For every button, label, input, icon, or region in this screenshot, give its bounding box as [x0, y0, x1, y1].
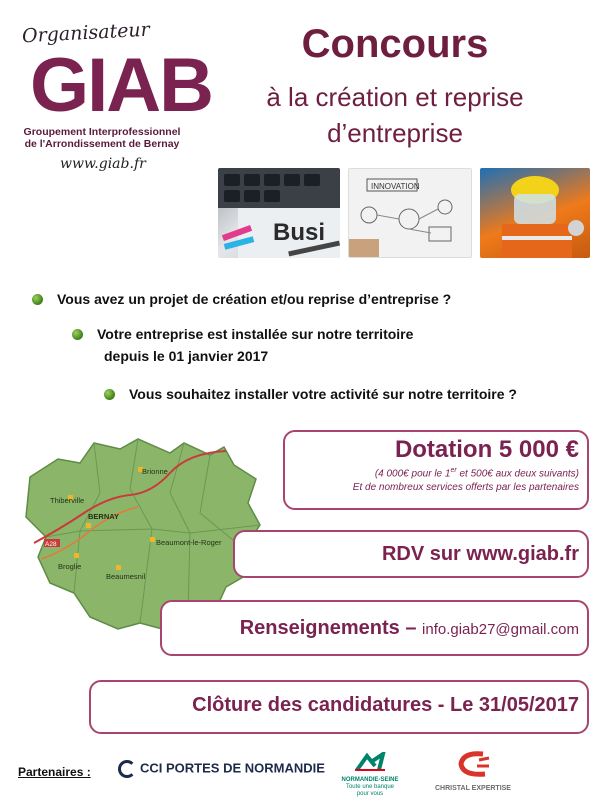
christal-expertise-logo — [428, 750, 518, 800]
page-title: Concours — [301, 22, 489, 66]
dotation-title: Dotation 5 000 € — [394, 436, 579, 463]
bullet-icon — [72, 329, 83, 340]
bullet-project-text: Vous avez un projet de création et/ou reprise d’entreprise ? — [57, 291, 452, 307]
business-photo — [218, 168, 340, 258]
cci-name: CCI PORTES DE NORMANDIE — [140, 760, 325, 776]
worker-photo — [480, 168, 590, 258]
welder-image — [480, 168, 590, 258]
cci-logo — [118, 760, 325, 778]
map-label-broglie: Broglie — [58, 562, 82, 571]
christal-icon — [453, 750, 493, 778]
cci-icon — [118, 760, 136, 778]
keyboard-image — [218, 168, 340, 258]
bullet-icon — [32, 294, 43, 305]
bullet-install — [104, 384, 517, 404]
partners-label: Partenaires : — [18, 765, 91, 779]
bullet-installed-text: Votre entreprise est installée sur notre territoire — [97, 326, 414, 342]
ca-region: NORMANDIE-SEINE — [341, 777, 399, 783]
svg-text:Busi: Busi — [273, 219, 326, 246]
giab-subtitle-line2: de l'Arrondissement de Bernay — [24, 138, 180, 150]
giab-subtitle — [22, 126, 182, 150]
map-label-bernay: BERNAY — [88, 512, 119, 521]
credit-agricole-logo — [328, 752, 412, 797]
christal-name: CHRISTAL EXPERTISE — [435, 785, 511, 792]
organisateur-label: Organisateur — [21, 18, 151, 48]
page-subtitle-line2: d’entreprise — [327, 118, 463, 148]
giab-logo: GIAB — [30, 43, 212, 128]
map-label-beaumont: Beaumont-le-Roger — [156, 538, 222, 547]
giab-url: www.giab.fr — [60, 156, 146, 172]
ca-tagline-1: Toute une banque — [345, 784, 395, 790]
cloture-text: Clôture des candidatures - Le 31/05/2017 — [192, 694, 579, 716]
credit-agricole-icon — [328, 752, 412, 777]
bullet-installed-date: depuis le 01 janvier 2017 — [104, 348, 269, 364]
dotation-detail: (4 000€ pour le 1er et 500€ aux deux suivants) — [374, 467, 579, 480]
dotation-services: Et de nombreux services offerts par les partenaires — [352, 482, 579, 493]
page-subtitle-line1: à la création et reprise — [266, 82, 524, 112]
bullet-install-text: Vous souhaitez installer votre activité sur notre territoire ? — [129, 386, 517, 402]
bullet-icon — [104, 389, 115, 400]
innovation-label: INNOVATION — [371, 182, 420, 191]
ca-tagline-2: pour vous — [356, 791, 384, 797]
map-label-a28: A28 — [45, 541, 57, 548]
map-label-thiberville: Thiberville — [50, 496, 85, 505]
innovation-photo — [348, 168, 472, 258]
renseignements-label: Renseignements – — [239, 617, 417, 639]
giab-subtitle-line1: Groupement Interprofessionnel — [23, 126, 181, 138]
contact-email-link[interactable]: info.giab27@gmail.com — [422, 621, 579, 638]
bullet-project — [32, 289, 451, 309]
innovation-sketch — [349, 169, 471, 257]
map-label-beaumesnil: Beaumesnil — [106, 572, 146, 581]
map-label-brionne: Brionne — [142, 467, 168, 476]
bullet-installed — [72, 324, 413, 344]
rdv-link[interactable]: RDV sur www.giab.fr — [381, 543, 579, 565]
renseignements — [160, 617, 579, 640]
